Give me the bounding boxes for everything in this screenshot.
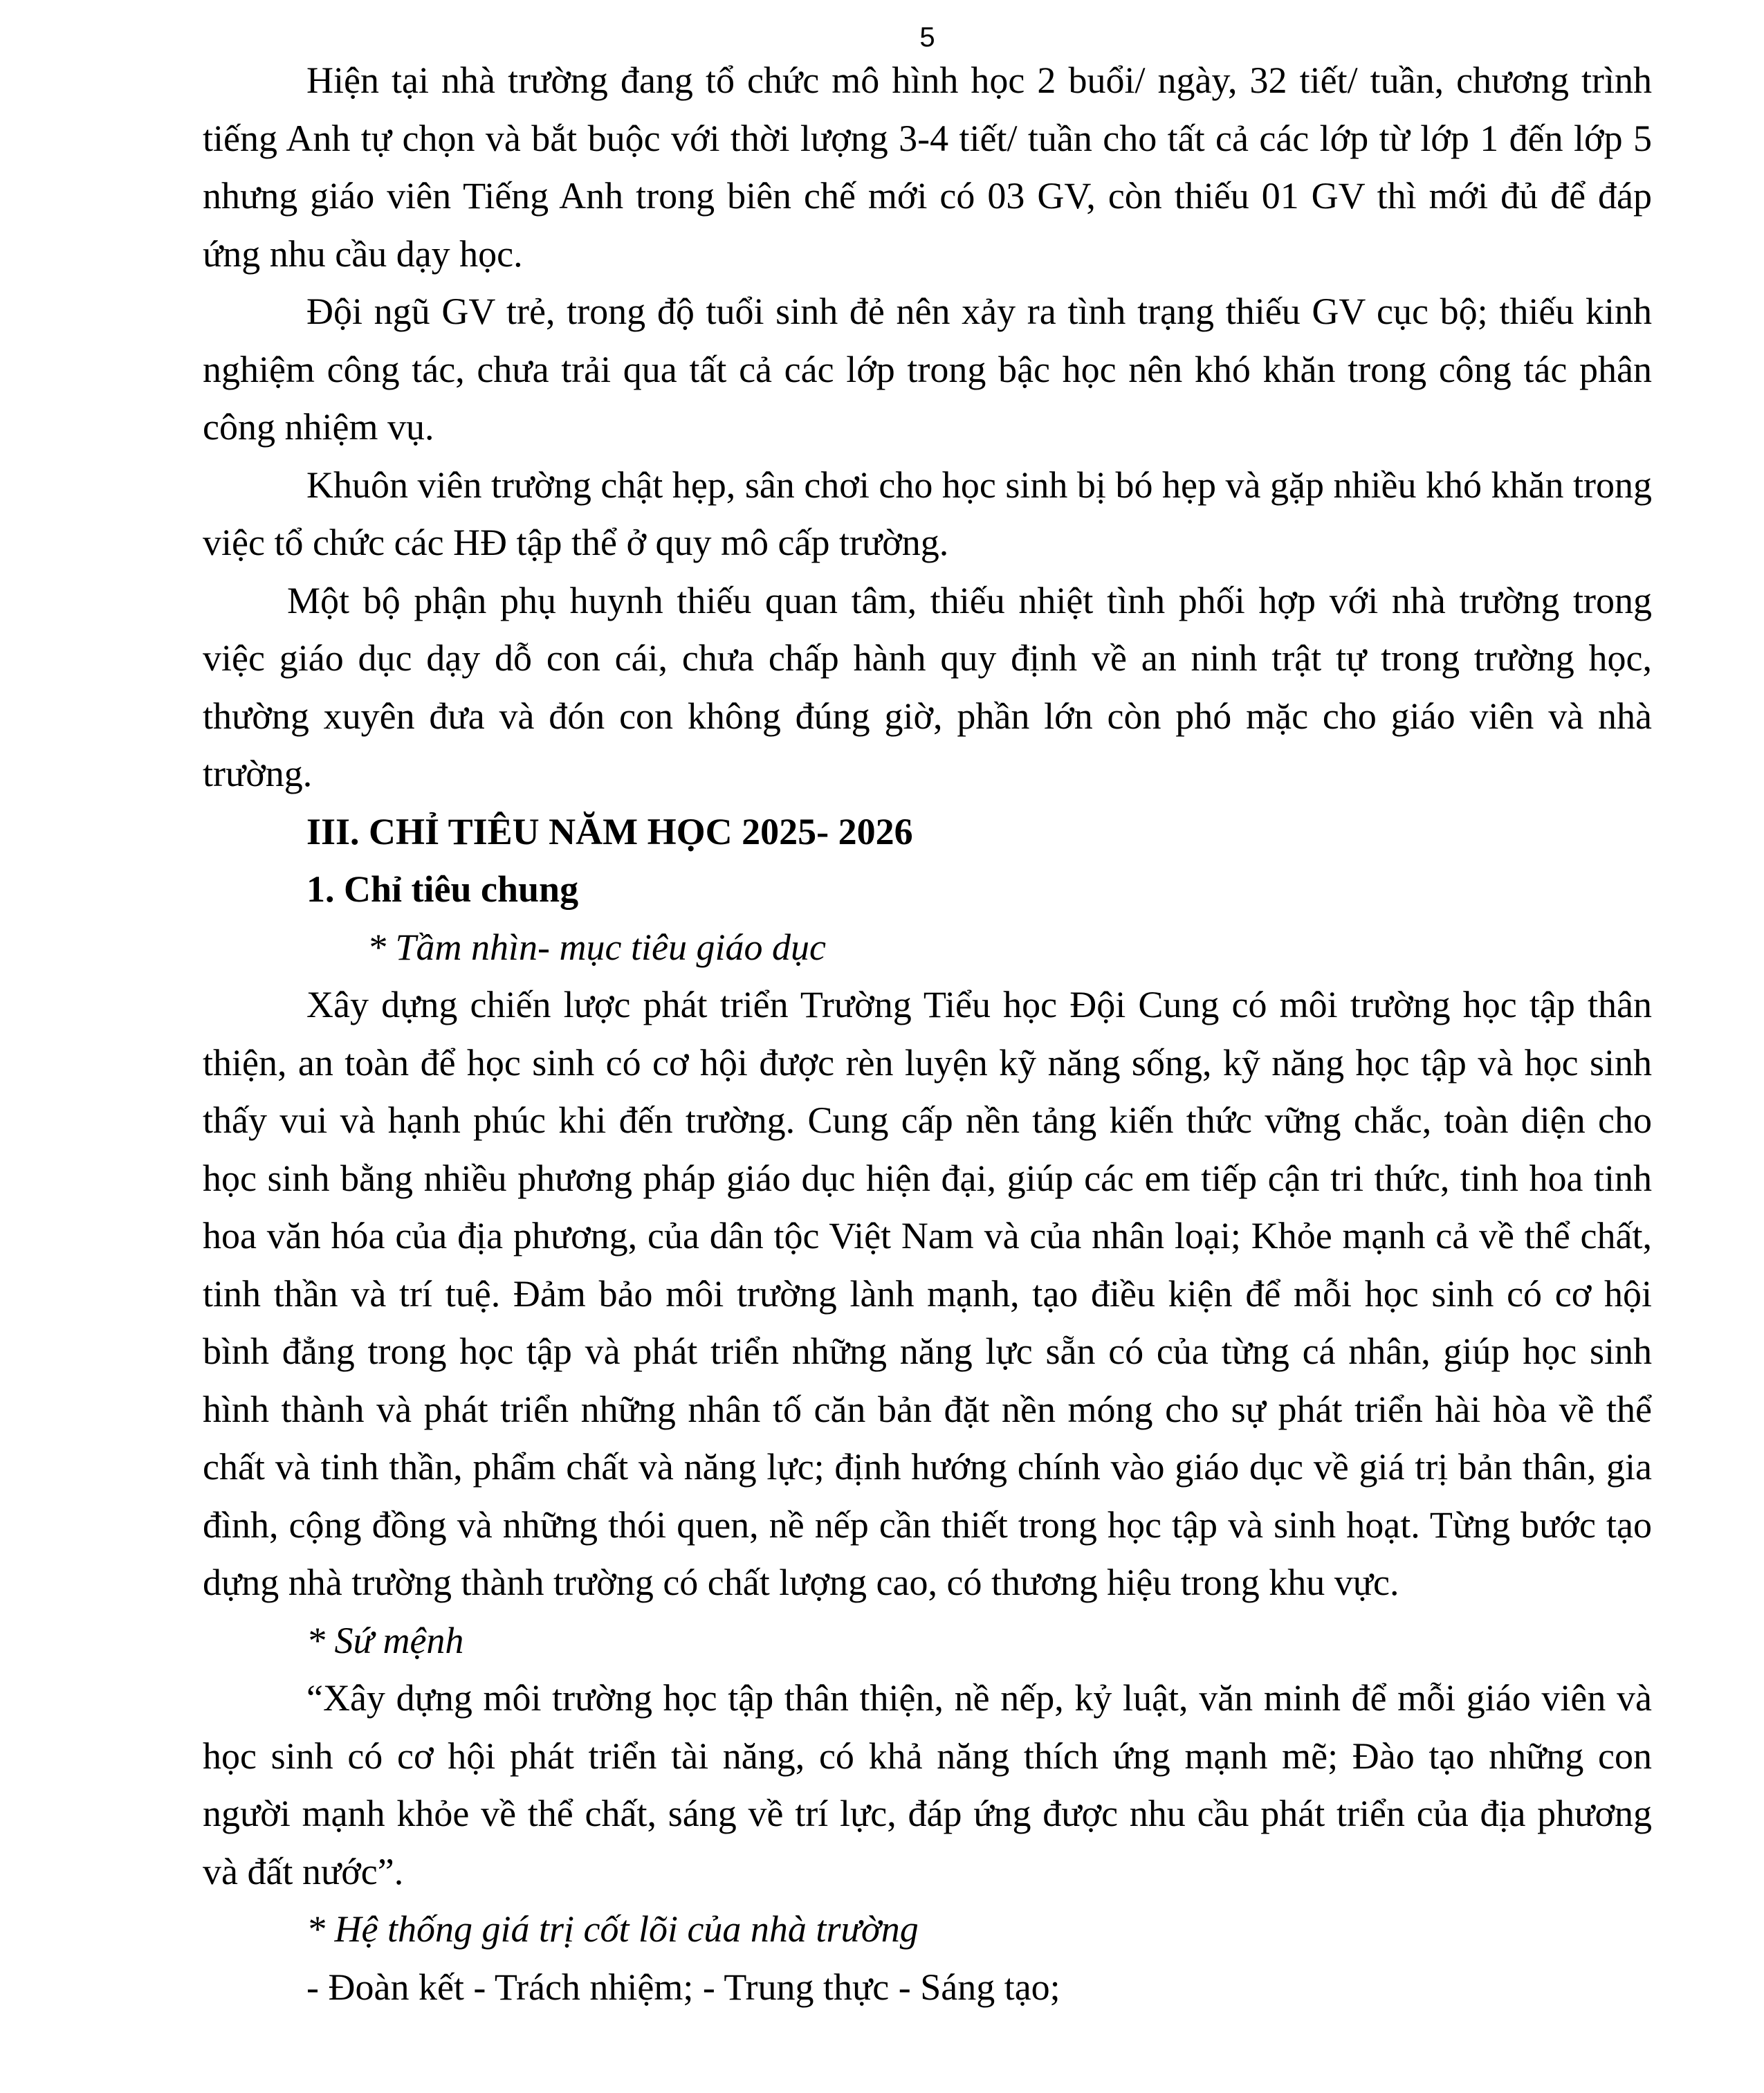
paragraph-parents: Một bộ phận phụ huynh thiếu quan tâm, thiếu nhiệt tình phối hợp với nhà trường trong việc giáo dục dạy dỗ con cái, chưa chấp hành quy định về an ninh trật tự trong trường học, thường xuyên đưa và đón con không đúng giờ, phần lớn còn phó mặc cho giáo viên và nhà trường. (203, 579, 1652, 794)
paragraph-campus: Khuôn viên trường chật hẹp, sân chơi cho học sinh bị bó hẹp và gặp nhiều khó khăn trong việc tổ chức các HĐ tập thể ở quy mô cấp trường. (203, 464, 1652, 563)
vision-label: * Tầm nhìn- mục tiêu giáo dục (367, 926, 826, 968)
core-values-label: * Hệ thống giá trị cốt lõi của nhà trường (306, 1908, 919, 1950)
core-values-list-item: - Đoàn kết - Trách nhiệm; - Trung thực - Sáng tạo; (306, 1966, 1060, 2008)
subsection-heading: 1. Chỉ tiêu chung (306, 868, 579, 910)
document-body (203, 52, 1652, 2016)
page-number: 5 (919, 22, 935, 53)
paragraph-english-program: Hiện tại nhà trường đang tổ chức mô hình học 2 buổi/ ngày, 32 tiết/ tuần, chương trình tiếng Anh tự chọn và bắt buộc với thời lượng 3-4 tiết/ tuần cho tất cả các lớp từ lớp 1 đến lớp 5 nhưng giáo viên Tiếng Anh trong biên chế mới có 03 GV, còn thiếu 01 GV thì mới đủ để đáp ứng nhu cầu dạy học. (203, 60, 1652, 275)
paragraph-young-teachers: Đội ngũ GV trẻ, trong độ tuổi sinh đẻ nên xảy ra tình trạng thiếu GV cục bộ; thiếu kinh nghiệm công tác, chưa trải qua tất cả các lớp trong bậc học nên khó khăn trong công tác phân công nhiệm vụ. (203, 291, 1652, 448)
vision-paragraph: Xây dựng chiến lược phát triển Trường Tiểu học Đội Cung có môi trường học tập thân thiện, an toàn để học sinh có cơ hội được rèn luyện kỹ năng sống, kỹ năng học tập và học sinh thấy vui và hạnh phúc khi đến trường. Cung cấp nền tảng kiến thức vững chắc, toàn diện cho học sinh bằng nhiều phương pháp giáo dục hiện đại, giúp các em tiếp cận tri thức, tinh hoa tinh hoa văn hóa của địa phương, của dân tộc Việt Nam và của nhân loại; Khỏe mạnh cả về thể chất, tinh thần và trí tuệ. Đảm bảo môi trường lành mạnh, tạo điều kiện để mỗi học sinh có cơ hội bình đẳng trong học tập và phát triển những năng lực sẵn có của từng cá nhân, giúp học sinh hình thành và phát triển những nhân tố căn bản đặt nền móng cho sự phát triển hài hòa về thể chất và tinh thần, phẩm chất và năng lực; định hướng chính vào giáo dục về giá trị bản thân, gia đình, cộng đồng và những thói quen, nề nếp cần thiết trong học tập và sinh hoạt. Từng bước tạo dựng nhà trường thành trường có chất lượng cao, có thương hiệu trong khu vực. (203, 984, 1652, 1603)
section-heading: III. CHỈ TIÊU NĂM HỌC 2025- 2026 (306, 810, 913, 852)
mission-paragraph: “Xây dựng môi trường học tập thân thiện, nề nếp, kỷ luật, văn minh để mỗi giáo viên và học sinh có cơ hội phát triển tài năng, có khả năng thích ứng mạnh mẽ; Đào tạo những con người mạnh khỏe về thể chất, sáng về trí lực, đáp ứng được nhu cầu phát triển của địa phương và đất nước”. (203, 1677, 1652, 1892)
mission-label: * Sứ mệnh (306, 1619, 464, 1661)
